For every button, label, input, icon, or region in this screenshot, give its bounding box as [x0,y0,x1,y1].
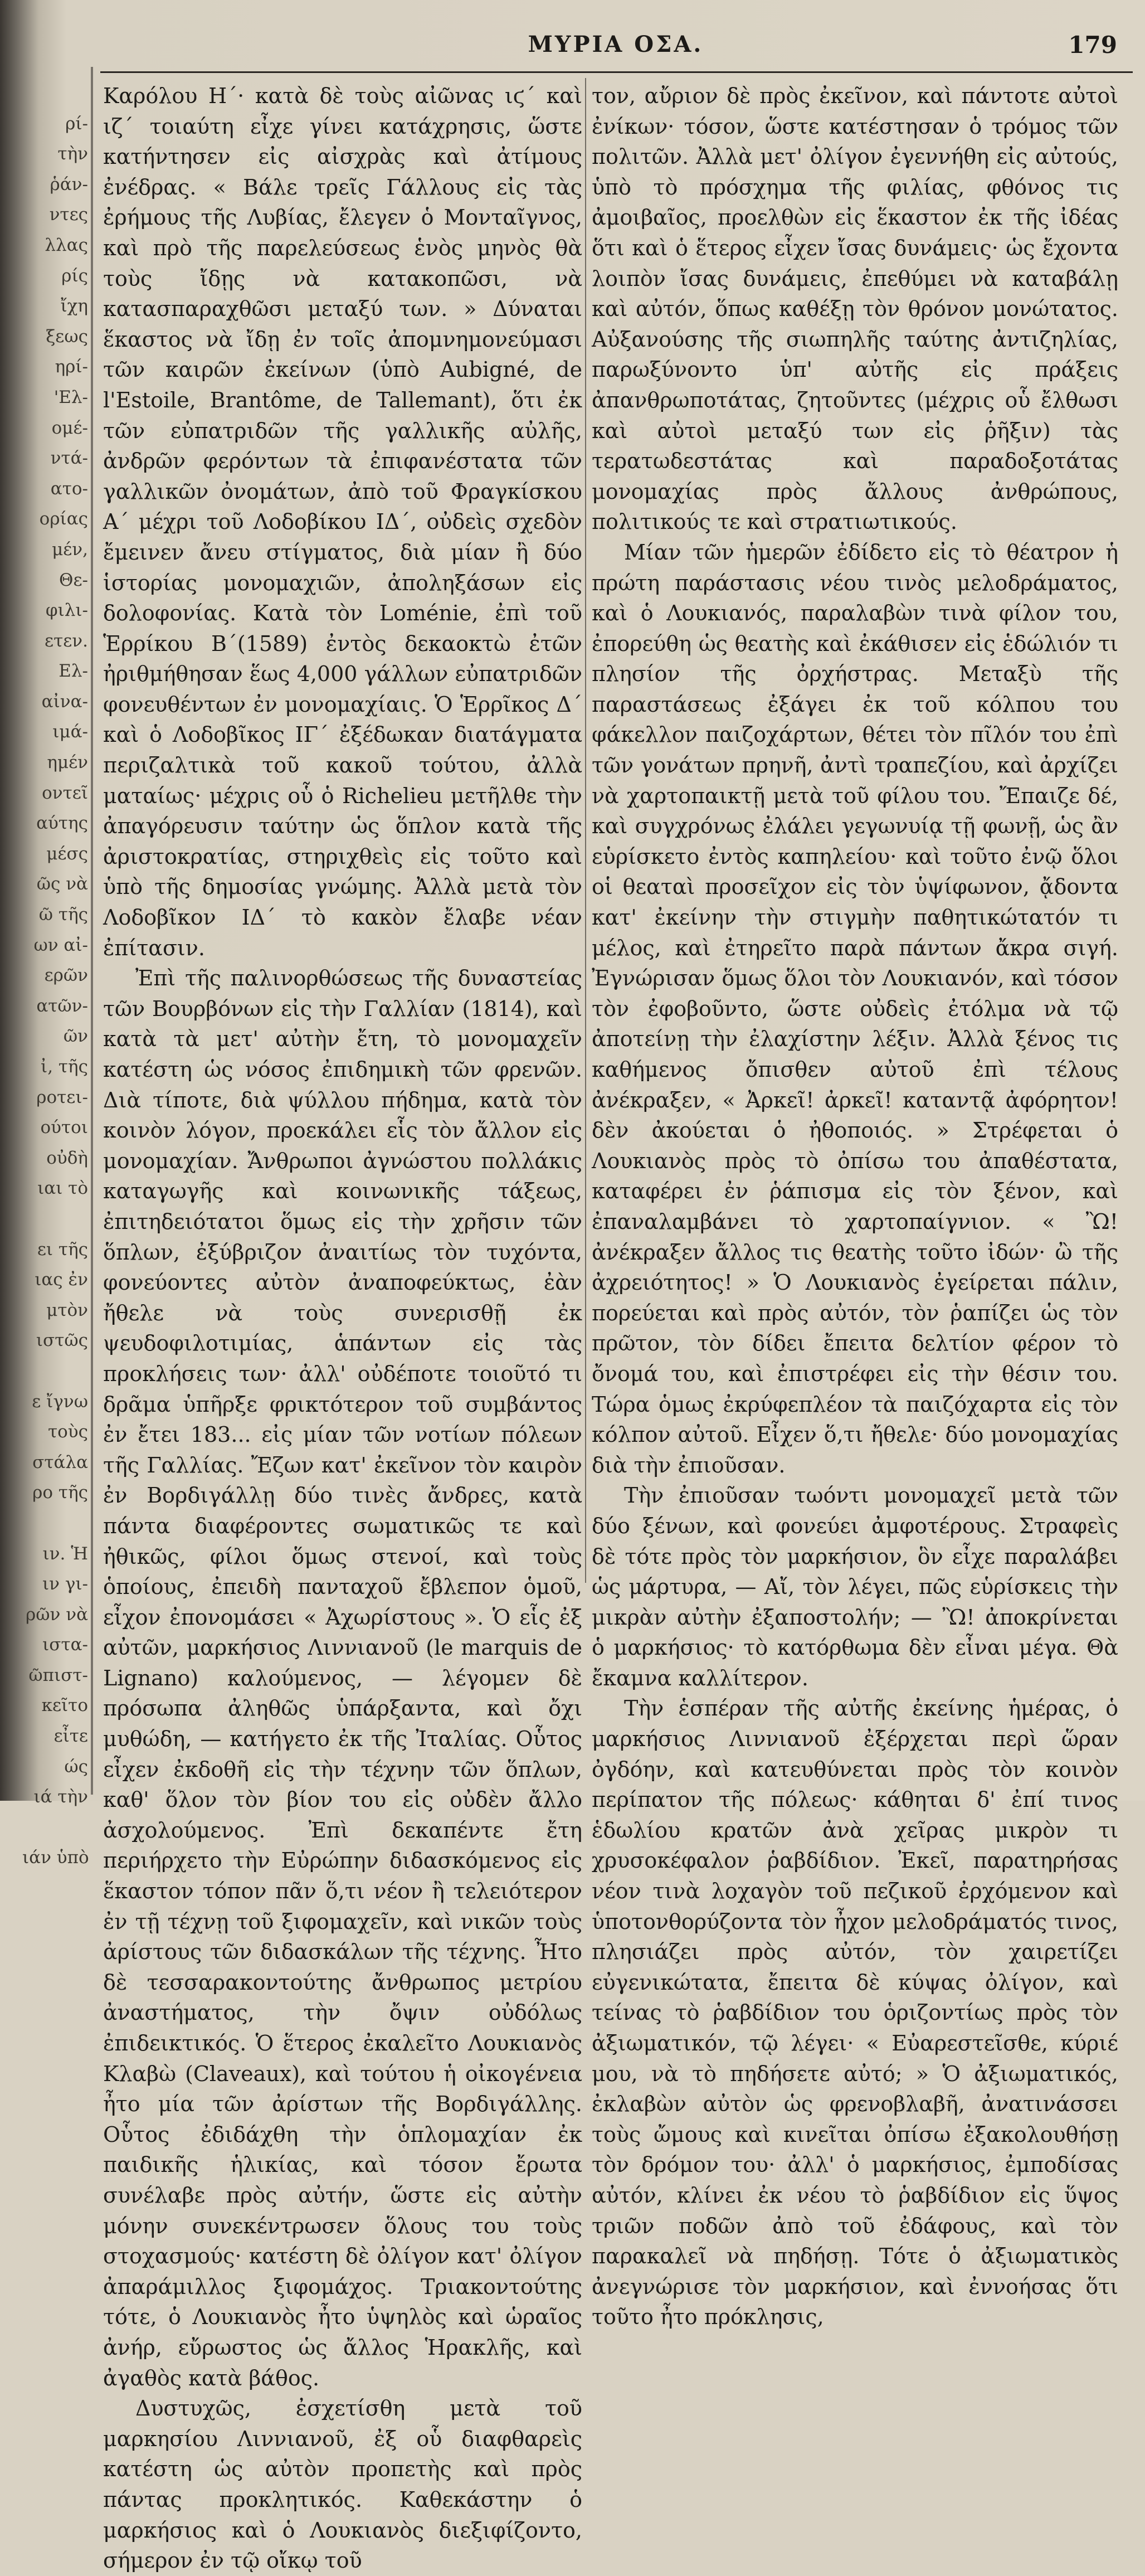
page-number: 179 [1068,31,1117,59]
paragraph: Δυστυχῶς, ἐσχετίσθη μετὰ τοῦ μαρκησίου Λιννιανοῦ, ἐξ οὗ διαφθαρεὶς κατέστη ὡς αὐτὸν προπετὴς καὶ πρὸς πάντας προκλητικός. Καθεκάστην ὁ μαρκήσιος καὶ ὁ Λουκιανὸς διεξιφίζοντο, σήμερον ἐν τῷ οἴκῳ τοῦ [103,2396,582,2573]
margin-fragment: ιμά- [52,722,88,742]
margin-fragment: ῶ τῆς [38,905,88,925]
paragraph: Μίαν τῶν ἡμερῶν ἐδίδετο εἰς τὸ θέατρον ἡ πρώτη παράστασις νέου τινὸς μελοδράματος, καὶ ὁ Λουκιανός, παραλαβὼν τινὰ φίλον του, ἐπορεύθη ὡς θεατὴς καὶ ἐκάθισεν εἰς ἑδώλιόν τι πλησίον τῆς ὀρχήστρας. Μεταξὺ τῆς παραστάσεως ἐξάγει ἐκ τοῦ κόλπου του φάκελλον παιζοχάρτων, θέτει τὸν πῖλόν του ἐπὶ τῶν γονάτων πρηνῆ, ἀντὶ τραπεζίου, καὶ ἀρχίζει νὰ χαρτοπαικτῇ μετὰ τοῦ φίλου του. Ἔπαιζε δέ, καὶ συγχρόνως ἐλάλει γεγωνυίᾳ τῇ φωνῇ, ὡς ἂν εὑρίσκετο ἐντὸς καπηλείου· καὶ τοῦτο ἐνῷ ὅλοι οἱ θεαταὶ προσεῖχον εἰς τὸν ὑψίφωνον, ᾄδοντα κατ' ἐκείνην τὴν στιγμὴν παθητικώτατόν τι μέλος, καὶ ἐτηρεῖτο παρὰ πάντων ἄκρα σιγή. Ἐγνώρισαν ὅμως ὅλοι τὸν Λουκιανόν, καὶ τόσον τὸν ἐφοβοῦντο, ὥστε οὐδεὶς ἐτόλμα νὰ τῷ ἀποτείνῃ τὴν ἐλαχίστην λέξιν. Ἀλλὰ ξένος τις καθήμενος ὄπισθεν αὐτοῦ ἐπὶ τέλους ἀνέκραξεν, « Ἀρκεῖ! ἀρκεῖ! καταντᾷ ἀφόρητον! δὲν ἀκούεται ὁ ἠθοποιός. » Στρέφεται ὁ Λουκιανὸς πρὸς τὸ ὀπίσω του ἀπαθέστατα, καταφέρει ἐν ῥάπισμα εἰς τὸν ξένον, καὶ ἐπαναλαμβάνει τὸ χαρτοπαίγνιον. « Ὢ! ἀνέκραξεν ἄλλος τις θεατὴς τοῦτο ἰδών· ὢ τῆς ἀχρειότητος! » Ὁ Λουκιανὸς ἐγείρεται πάλιν, πορεύεται καὶ πρὸς αὐτόν, τὸν ῥαπίζει ὡς τὸν πρῶτον, τὸν δίδει ἔπειτα δελτίον φέρον τὸ ὄνομά του, καὶ ἐπιστρέφει εἰς τὴν θέσιν του. Τώρα ὁμως ἐκρύφεπλέον τὰ παιζόχαρτα εἰς τὸν κόλπον αὐτοῦ. Εἶχεν ὅ,τι ἤθελε· δύο μονομαχίας διὰ τὴν ἐπιοῦσαν. [592,539,1118,1477]
margin-fragment [22,1812,88,1843]
margin-fragment: ούτοι [40,1117,88,1138]
margin-fragment [22,1204,88,1234]
margin-fragment: 'Ελ- [53,387,88,407]
margin-fragment: ιστῶς [36,1330,88,1351]
margin-fragment: ρίς [61,265,88,286]
margin-fragment: ρί- [65,113,88,134]
margin-fragment: εἶτε [53,1726,88,1747]
paragraph: Ἐπὶ τῆς παλινορθώσεως τῆς δυναστείας τῶν Βουρβόνων εἰς τὴν Γαλλίαν (1814), καὶ κατὰ τὰ μετ' αὐτὴν ἔτη, τὸ μονομαχεῖν κατέστη ὡς νόσος ἐπιδημικὴ τῶν φρενῶν. Διὰ τίποτε, διὰ ψύλλου πήδημα, κατὰ τὸν κοινὸν λόγον, προεκάλει εἷς τὸν ἄλλον εἰς μονομαχίαν. Ἄνθρωποι ἀγνώστου πολλάκις καταγωγῆς καὶ κοινωνικῆς τάξεως, ἐπιτηδειότατοι ὅμως εἰς τὴν χρῆσιν τῶν ὅπλων, ἐξύβριζον ἀναιτίως τὸν τυχόντα, φονεύοντες αὐτὸν ἀναποφεύκτως, ἐὰν ἤθελε νὰ τοὺς συνερισθῇ ἐκ ψευδοφιλοτιμίας, ἁπάντων εἰς τὰς προκλήσεις των· ἀλλ' οὐδέποτε τοιοῦτό τι δρᾶμα ὑπῆρξε φρικτότερον τοῦ συμβάντος ἐν ἔτει 183... εἰς μίαν τῶν νοτίων πόλεων τῆς Γαλλίας. Ἔζων κατ' ἐκεῖνον τὸν καιρὸν ἐν Βορδιγάλλῃ δύο τινὲς ἄνδρες, κατὰ πάντα διαφέροντες σωματικῶς τε καὶ ἠθικῶς, φίλοι ὅμως στενοί, καὶ τοὺς ὁποίους, ἐπειδὴ πανταχοῦ ἔβλεπον ὁμοῦ, εἶχον ἐπονομάσει « Ἀχωρίστους ». Ὁ εἷς ἐξ αὐτῶν, μαρκήσιος Λιννιανοῦ (le marquis de Lignano) καλούμενος, — λέγομεν δὲ πρόσωπα ἀληθῶς ὑπάρξαντα, καὶ ὄχι μυθώδη, — κατήγετο ἐκ τῆς Ἰταλίας. Οὗτος εἶχεν ἐκδοθῆ εἰς τὴν τέχνην τῶν ὅπλων, καθ' ὅλον τὸν βίον του εἰς οὐδὲν ἄλλο ἀσχολούμενος. Ἐπὶ δεκαπέντε ἔτη περιήρχετο τὴν Εὐρώπην διδασκόμενος εἰς ἕκαστον τόπον πᾶν ὅ,τι νέον ἢ τελειότερον ἐν τῇ τέχνῃ τοῦ ξιφομαχεῖν, καὶ νικῶν τοὺς ἀρίστους τῶν διδασκάλων τῆς τέχνης. Ἦτο δὲ τεσσαρακοντούτης ἄνθρωπος μετρίου ἀναστήματος, τὴν ὄψιν οὐδόλως ἐπιδεικτικός. Ὁ ἕτερος ἐκαλεῖτο Λουκιανὸς Κλαβὼ (Claveaux), καὶ τούτου ἡ οἰκογένεια ἦτο μία τῶν ἀρίστων τῆς Βορδιγάλλης. Οὗτος ἐδιδάχθη τὴν ὁπλομαχίαν ἐκ παιδικῆς ἡλικίας, καὶ τόσον ἔρωτα συνέλαβε πρὸς αὐτήν, ὥστε εἰς αὐτὴν μόνην συνεκέντρωσεν ὅλους του τοὺς στοχασμούς· κατέστη δὲ ὀλίγον κατ' ὀλίγον ἀπαράμιλλος ξιφομάχος. Τριακοντούτης τότε, ὁ Λουκιανὸς ἦτο ὑψηλὸς καὶ ὡραῖος ἀνήρ, εὔρωστος ὡς ἄλλος Ἡρακλῆς, καὶ ἀγαθὸς κατὰ βάθος. [103,966,582,2390]
margin-fragment: ερῶν [44,965,88,986]
margin-fragment: ώς [64,1756,88,1777]
margin-fragment: ἰ, τῆς [41,1057,88,1077]
running-title: ΜΥΡΙΑ ΟΣΑ. [528,31,704,57]
previous-page-margin [22,78,89,1868]
margin-fragment: ατο- [50,478,88,499]
margin-fragment: ρο τῆς [32,1483,88,1503]
margin-fragment: ιαι τὸ [37,1178,88,1199]
margin-fragment: λλας [45,235,88,255]
margin-fragment: τοὺς [47,1422,88,1442]
paragraph: τον, αὔριον δὲ πρὸς ἐκεῖνον, καὶ πάντοτε αὐτοὶ ἐνίκων· τόσον, ὥστε κατέστησαν ὁ τρόμος τῶν πολιτῶν. Ἀλλὰ μετ' ὀλίγον ἐγεννήθη εἰς αὐτούς, ὑπὸ τὸ πρόσχημα τῆς φιλίας, φθόνος τις ἀμοιβαῖος, προελθὼν εἰς ἕκαστον ἐκ τῆς ἰδέας ὅτι καὶ ὁ ἕτερος εἶχεν ἴσας δυνάμεις· ὡς ἔχοντα λοιπὸν ἴσας δυνάμεις, ἐπεθύμει νὰ καταβάλῃ καὶ αὐτόν, ὅπως καθέξῃ τὸν θρόνον μονώτατος. Αὐξανούσης τῆς σιωπηλῆς ταύτης ἀντιζηλίας, παρωξύνοντο ὑπ' αὐτῆς εἰς πράξεις ἀπανθρωποτάτας, ζητοῦντες (μέχρις οὗ ἔλθωσι καὶ αὐτοὶ μεταξύ των εἰς ῥῆξιν) τὰς τερατωδεστάτας καὶ παραδοξοτάτας μονομαχίας πρὸς ἄλλους ἀνθρώπους, πολιτικούς τε καὶ στρατιωτικούς. [592,84,1118,534]
paragraph: Τὴν ἐπιοῦσαν τωόντι μονομαχεῖ μετὰ τῶν δύο ξένων, καὶ φονεύει ἀμφοτέρους. Στραφεὶς δὲ τότε πρὸς τὸν μαρκήσιον, ὃν εἶχε παραλάβει ὡς μάρτυρα, — Αἴ, τὸν λέγει, πῶς εὑρίσκεις τὴν μικρὰν αὐτὴν ἐξαποστολήν; — Ὢ! ἀποκρίνεται ὁ μαρκήσιος· τὸ κατόρθωμα δὲν εἶναι μέγα. Θὰ ἔκαμνα καλλίτερον. [592,1483,1118,1690]
column-divider [585,78,586,1583]
margin-fragment: ροτει- [36,1087,88,1107]
margin-fragment: οντεῖ [42,782,88,803]
margin-fragment: αύτης [36,813,88,834]
margin-fragment: ντες [49,205,88,225]
margin-fragment: ιν. Ἡ [42,1543,88,1564]
margin-fragment: ρῶν νὰ [26,1604,88,1625]
margin-fragment: ει τῆς [37,1239,88,1260]
margin-fragment: αἰνα- [41,691,88,712]
margin-fragment: ῶπιστ- [28,1665,88,1685]
margin-fragment: ῶν [63,1026,88,1047]
margin-fragment: ηρί- [55,357,88,377]
margin-fragment: ῶς νὰ [36,874,88,895]
margin-fragment: ιάν ὑπὸ [22,1848,89,1868]
margin-fragment: ιν γι- [42,1574,88,1595]
margin-fragment: ημέν [47,752,88,773]
paragraph: Καρόλου Η΄· κατὰ δὲ τοὺς αἰῶνας ιϛ΄ καὶ ιζ΄ τοιαύτη εἶχε γίνει κατάχρησις, ὥστε κατήντησεν εἰς αἰσχρὰς καὶ ἀτίμους ἐνέδρας. « Βάλε τρεῖς Γάλλους εἰς τὰς ἐρήμους τῆς Λυβίας, ἔλεγεν ὁ Μονταῖγνος, καὶ πρὸ τῆς παρελεύσεως ἑνὸς μηνὸς θὰ τοὺς ἴδῃς νὰ κατακοπῶσι, νὰ κατασπαραχθῶσι μεταξύ των. » Δύναται ἕκαστος νὰ ἴδῃ ἐν τοῖς ἀπομνημονεύμασι τῶν καιρῶν ἐκείνων (ὑπὸ Aubigné, de l'Estoile, Brantôme, de Tallemant), ὅτι ἐκ τῶν εὐπατριδῶν τῆς γαλλικῆς αὐλῆς, ἀνδρῶν φερόντων τὰ ἐπιφανέστατα τῶν γαλλικῶν ὀνομάτων, ἀπὸ τοῦ Φραγκίσκου Α΄ μέχρι τοῦ Λοδοβίκου ΙΔ΄, οὐδεὶς σχεδὸν ἔμεινεν ἄνευ στίγματος, διὰ μίαν ἢ δύο ἱστορίας μονομαχιῶν, ἀποληξάσων εἰς δολοφονίας. Κατὰ τὸν Loménie, ἐπὶ τοῦ Ἑρρίκου Β΄(1589) ἐντὸς δεκαοκτὼ ἐτῶν ἠριθμήθησαν ἕως 4,000 γάλλων εὐπατριδῶν φονευθέντων ἐν μονομαχίαις. Ὁ Ἑρρῖκος Δ΄ καὶ ὁ Λοδοβῖκος ΙΓ΄ ἐξέδωκαν διατάγματα περιζαλτικὰ τοῦ κακοῦ τούτου, ἀλλὰ ματαίως· μέχρις οὗ ὁ Richelieu μετῆλθε τὴν ἀπαγόρευσιν ταύτην ὡς ὅπλον κατὰ τῆς ἀριστοκρατίας, στηριχθεὶς εἰς τοῦτο καὶ ὑπὸ τῆς δημοσίας γνώμης. Ἀλλὰ μετὰ τὸν Λοδοβῖκον ΙΔ΄ τὸ κακὸν ἔλαβε νέαν ἐπίτασιν. [103,84,582,960]
margin-fragment: ἴχη [60,296,88,317]
margin-fragment: ῥάν- [50,174,88,195]
margin-fragment: ιας ἐν [35,1270,88,1290]
margin-fragment: ων αἰ- [33,935,88,955]
margin-fragment: ομέ- [51,417,88,438]
margin-fragment: τὴν [57,144,88,164]
right-column [592,81,1118,2332]
margin-fragment: ε ἴγνω [32,1391,88,1412]
margin-fragment: ατῶν- [36,995,88,1016]
margin-fragment: κεῖτο [41,1695,88,1716]
binding-gutter [91,67,93,1795]
margin-fragment [22,1508,88,1539]
margin-fragment: ορίας [39,509,88,529]
page-header [98,28,1134,67]
margin-fragment: στάλα [32,1452,88,1472]
margin-fragment: ιστα- [42,1635,88,1655]
left-column [103,81,582,2576]
margin-fragment [22,78,88,109]
margin-fragment: ντά- [50,448,88,469]
header-rule [100,71,1133,73]
margin-fragment: ξεως [46,326,88,347]
margin-fragment: μέν, [52,539,88,560]
margin-fragment: μέσς [46,843,88,864]
margin-fragment [22,1356,88,1387]
margin-fragment: ιά τὴν [33,1787,88,1807]
margin-fragment: φιλι- [45,600,88,621]
paragraph: Τὴν ἑσπέραν τῆς αὐτῆς ἐκείνης ἡμέρας, ὁ μαρκήσιος Λιννιανοῦ ἐξέρχεται περὶ ὥραν ὀγδόην, καὶ κατευθύνεται πρὸς τὸν κοινὸν περίπατον τῆς πόλεως· κάθηται δ' ἐπί τινος ἑδωλίου κρατῶν ἀνὰ χεῖρας μικρὸν τι χρυσοκέφαλον ῥαβδίδιον. Ἐκεῖ, παρατηρήσας νέον τινὰ λοχαγὸν τοῦ πεζικοῦ ἐρχόμενον καὶ ὑποτονθορύζοντα τὸν ἦχον μελοδράματός τινος, πλησιάζει πρὸς αὐτόν, τὸν χαιρετίζει εὐγενικώτατα, ἔπειτα δὲ κύψας ὀλίγον, καὶ τείνας τὸ ῥαβδίδιον του ὁριζοντίως πρὸς τὸν ἀξιωματικόν, τῷ λέγει· « Εὐαρεστεῖσθε, κύριέ μου, νὰ τὸ πηδήσετε αὐτό; » Ὁ ἀξιωματικός, ἐκλαβὼν αὐτὸν ὡς φρενοβλαβῆ, ἀνατινάσσει τοὺς ὤμους καὶ κινεῖται ὀπίσω ἐξακολουθήσῃ τὸν δρόμον του· ἀλλ' ὁ μαρκήσιος, ἐμποδίσας αὐτόν, κλίνει ἐκ νέου τὸ ῥαβδίδιον εἰς ὕψος τριῶν ποδῶν ἀπὸ τοῦ ἐδάφους, καὶ τὸν παρακαλεῖ νὰ πηδήσῃ. Τότε ὁ ἀξιωματικὸς ἀνεγνώρισε τὸν μαρκήσιον, καὶ ἐννοήσας ὅτι τοῦτο ἦτο πρόκλησις, [592,1696,1118,2330]
margin-fragment: μτὸν [46,1300,88,1320]
margin-fragment: ετεν. [45,630,88,651]
margin-fragment: Ελ- [59,661,88,682]
margin-fragment: οὐδὴ [46,1148,88,1168]
margin-fragment: Θε- [59,570,88,590]
